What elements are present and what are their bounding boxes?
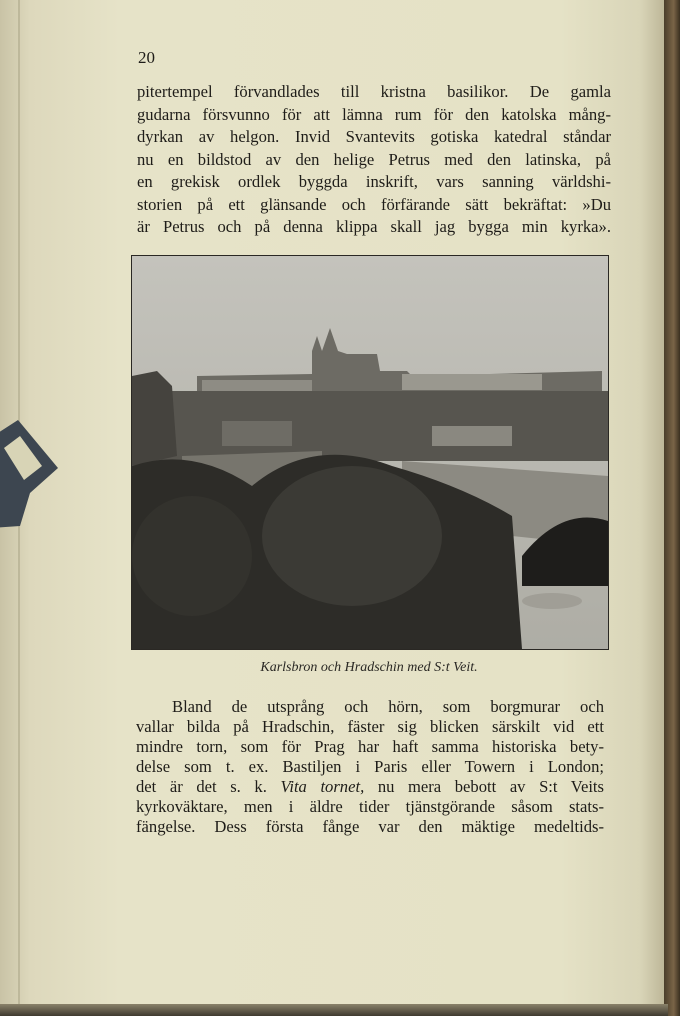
text-segment: det är det s. k.: [136, 777, 281, 796]
italic-term: Vita tornet,: [280, 777, 365, 796]
text-line: storien på ett glänsande och förfärande sätt bekräftat: »Du: [137, 194, 611, 214]
text-line: fängelse. Dess första fånge var den mäktige medeltids-: [136, 817, 604, 836]
page-clip-icon: [0, 418, 68, 530]
paragraph-1: [137, 81, 611, 239]
text-line: [136, 777, 604, 797]
text-line: Bland de utsprång och hörn, som borgmurar och: [172, 697, 604, 716]
book-spine: [664, 0, 680, 1016]
figure-caption: Karlsbron och Hradschin med S:t Veit.: [260, 660, 478, 675]
text-line: är Petrus och på denna klippa skall jag bygga min kyrka».: [137, 217, 611, 236]
text-line: vallar bilda på Hradschin, fäster sig blicken särskilt vid ett: [136, 717, 604, 736]
text-line: dyrkan av helgon. Invid Svantevits gotiska katedral ståndar: [137, 127, 611, 146]
text-line: mindre torn, som för Prag har haft samma historiska bety-: [136, 737, 604, 756]
text-segment: nu mera bebott av S:t Veits: [364, 777, 604, 796]
book-bottom-edge: [0, 1004, 668, 1016]
paragraph-2: [136, 697, 604, 837]
text-line: en grekisk ordlek byggda inskrift, vars sanning världshi-: [137, 172, 611, 191]
text-line: pitertempel förvandlades till kristna basilikor. De gamla: [137, 82, 611, 101]
text-line: kyrkoväktare, men i äldre tider tjänstgörande såsom stats-: [136, 797, 604, 816]
text-line: delse som t. ex. Bastiljen i Paris eller Towern i London;: [136, 757, 604, 776]
photograph-karlsbron-hradschin: [131, 255, 609, 650]
text-line: gudarna försvunno för att lämna rum för den katolska mång-: [137, 104, 611, 124]
text-line: nu en bildstod av den helige Petrus med den latinska, på: [137, 149, 611, 169]
page-number: 20: [138, 48, 155, 67]
